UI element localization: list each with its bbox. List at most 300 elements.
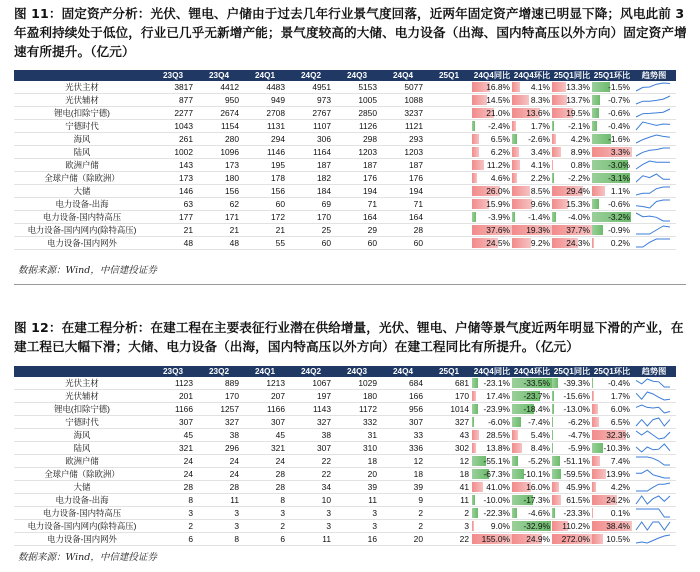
construction-in-progress-table xyxy=(14,366,676,546)
value-cell: 3 xyxy=(288,507,334,520)
value-cell: 2 xyxy=(426,507,472,520)
change-pct-cell xyxy=(552,442,592,455)
change-pct-cell xyxy=(472,198,512,211)
trend-sparkline xyxy=(634,430,672,440)
value-cell: 296 xyxy=(196,442,242,455)
value-cell: 6 xyxy=(242,533,288,546)
change-pct-text: 1.7% xyxy=(610,391,630,401)
table-row xyxy=(14,172,676,185)
value-cell: 28 xyxy=(242,468,288,481)
change-pct-cell xyxy=(512,198,552,211)
change-pct-cell xyxy=(552,455,592,468)
positive-data-bar xyxy=(592,391,594,401)
change-pct-text: 13.3% xyxy=(566,82,590,92)
header-cell: 24Q1 xyxy=(242,366,288,377)
header-cell: 24Q1 xyxy=(242,70,288,81)
header-cell: 趋势图 xyxy=(632,366,676,377)
value-cell: 24 xyxy=(150,455,196,468)
value-cell: 33 xyxy=(380,429,426,442)
change-pct-text: -15.6% xyxy=(563,391,590,401)
value-cell: 3 xyxy=(426,520,472,533)
change-pct-text: 272.0% xyxy=(561,534,590,544)
change-pct-text: 4.2% xyxy=(570,134,590,144)
positive-data-bar xyxy=(592,186,605,196)
change-pct-text: -1.5% xyxy=(608,82,630,92)
table-row xyxy=(14,481,676,494)
header-cell: 24Q3 xyxy=(334,366,380,377)
value-cell: 28 xyxy=(196,481,242,494)
trend-sparkline-cell xyxy=(632,533,676,546)
value-cell: 6 xyxy=(150,533,196,546)
change-pct-text: 37.6% xyxy=(486,225,510,235)
value-cell: 1096 xyxy=(196,146,242,159)
row-label: 电力设备-国内特高压 xyxy=(14,211,150,224)
value-cell: 3 xyxy=(334,507,380,520)
change-pct-cell xyxy=(592,442,632,455)
row-label: 光伏主材 xyxy=(14,377,150,390)
value-cell xyxy=(426,81,472,94)
change-pct-cell xyxy=(512,107,552,120)
value-cell: 1166 xyxy=(150,403,196,416)
change-pct-cell xyxy=(592,429,632,442)
table-row xyxy=(14,211,676,224)
value-cell xyxy=(426,120,472,133)
change-pct-text: 8.9% xyxy=(570,147,590,157)
negative-data-bar xyxy=(472,212,476,222)
change-pct-text: 19.5% xyxy=(566,108,590,118)
value-cell: 1067 xyxy=(288,377,334,390)
value-cell: 156 xyxy=(196,185,242,198)
change-pct-text: 2.2% xyxy=(530,173,550,183)
change-pct-cell xyxy=(592,377,632,390)
trend-sparkline-cell xyxy=(632,81,676,94)
change-pct-cell xyxy=(552,211,592,224)
change-pct-text: 28.5% xyxy=(486,430,510,440)
trend-sparkline-cell xyxy=(632,468,676,481)
change-pct-cell xyxy=(472,133,512,146)
value-cell: 146 xyxy=(150,185,196,198)
table-row xyxy=(14,416,676,429)
header-cell: 25Q1环比 xyxy=(593,367,631,376)
change-pct-cell xyxy=(592,211,632,224)
value-cell: 11 xyxy=(334,494,380,507)
header-cell: 25Q1同比 xyxy=(553,71,591,80)
change-pct-text: -6.0% xyxy=(488,417,510,427)
trend-line xyxy=(636,431,670,439)
change-pct-cell xyxy=(512,416,552,429)
change-pct-cell xyxy=(592,533,632,546)
trend-line xyxy=(636,226,670,234)
change-pct-cell xyxy=(472,185,512,198)
trend-line xyxy=(636,96,670,104)
value-cell xyxy=(426,185,472,198)
change-pct-text: -2.6% xyxy=(528,134,550,144)
change-pct-cell xyxy=(512,81,552,94)
change-pct-cell xyxy=(552,481,592,494)
change-pct-cell xyxy=(512,172,552,185)
change-pct-cell xyxy=(512,377,552,390)
row-label: 全球户储（除欧洲） xyxy=(14,468,150,481)
trend-sparkline xyxy=(634,404,672,414)
change-pct-cell xyxy=(512,520,552,533)
value-cell: 2 xyxy=(242,520,288,533)
change-pct-cell xyxy=(552,520,592,533)
change-pct-cell xyxy=(552,107,592,120)
header-cell: 23Q3 xyxy=(150,70,196,81)
change-pct-cell xyxy=(512,429,552,442)
negative-data-bar xyxy=(552,378,558,388)
change-pct-text: -4.7% xyxy=(568,430,590,440)
change-pct-text: 8.3% xyxy=(530,95,550,105)
change-pct-cell xyxy=(472,429,512,442)
trend-sparkline xyxy=(634,508,672,518)
change-pct-text: 29.4% xyxy=(566,186,590,196)
change-pct-cell xyxy=(552,390,592,403)
value-cell xyxy=(426,211,472,224)
trend-sparkline xyxy=(634,134,672,144)
change-pct-text: 17.4% xyxy=(486,391,510,401)
trend-sparkline-cell xyxy=(632,237,676,250)
change-pct-cell xyxy=(592,81,632,94)
table-row xyxy=(14,81,676,94)
negative-data-bar xyxy=(552,404,554,414)
change-pct-cell xyxy=(512,403,552,416)
trend-line xyxy=(636,379,670,387)
header-cell: 24Q4环比 xyxy=(513,71,551,80)
value-cell: 187 xyxy=(288,159,334,172)
value-cell: 2277 xyxy=(150,107,196,120)
negative-data-bar xyxy=(552,469,561,479)
change-pct-text: -3.9% xyxy=(488,212,510,222)
value-cell: 24 xyxy=(150,468,196,481)
table-row xyxy=(14,494,676,507)
value-cell: 164 xyxy=(334,211,380,224)
change-pct-cell xyxy=(592,507,632,520)
positive-data-bar xyxy=(472,521,474,531)
change-pct-text: -0.9% xyxy=(608,225,630,235)
change-pct-cell xyxy=(552,507,592,520)
change-pct-cell xyxy=(472,390,512,403)
trend-line xyxy=(636,213,670,221)
source-note: 数据来源：Wind，中信建投证券 xyxy=(18,265,157,276)
change-pct-text: 9.6% xyxy=(530,199,550,209)
change-pct-cell xyxy=(512,455,552,468)
value-cell: 180 xyxy=(334,390,380,403)
change-pct-text: -22.3% xyxy=(483,508,510,518)
change-pct-text: 6.2% xyxy=(490,147,510,157)
value-cell: 28 xyxy=(242,481,288,494)
change-pct-text: 9.2% xyxy=(530,238,550,248)
row-label: 电力设备-国内网内(除特高压) xyxy=(14,520,150,533)
value-cell: 21 xyxy=(196,224,242,237)
change-pct-cell xyxy=(472,159,512,172)
change-pct-text: 9.0% xyxy=(490,521,510,531)
value-cell: 1123 xyxy=(150,377,196,390)
change-pct-text: 24.9% xyxy=(526,534,550,544)
value-cell: 3237 xyxy=(380,107,426,120)
negative-data-bar xyxy=(472,404,478,414)
table-row xyxy=(14,455,676,468)
trend-line xyxy=(636,405,670,413)
header-cell: 25Q1 xyxy=(426,70,472,81)
change-pct-text: 1.7% xyxy=(530,121,550,131)
value-cell: 307 xyxy=(150,416,196,429)
positive-data-bar xyxy=(552,82,566,92)
change-pct-cell xyxy=(472,107,512,120)
positive-data-bar xyxy=(552,134,556,144)
change-pct-text: 24.5% xyxy=(486,238,510,248)
change-pct-cell xyxy=(592,237,632,250)
value-cell: 22 xyxy=(426,533,472,546)
value-cell: 69 xyxy=(288,198,334,211)
value-cell: 12 xyxy=(380,455,426,468)
change-pct-cell xyxy=(512,507,552,520)
row-label: 欧洲户储 xyxy=(14,455,150,468)
change-pct-text: 6.5% xyxy=(610,417,630,427)
change-pct-cell xyxy=(552,403,592,416)
row-label: 电力设备-国内网内(除特高压) xyxy=(14,224,150,237)
value-cell: 177 xyxy=(150,211,196,224)
change-pct-text: 110.2% xyxy=(562,521,590,531)
value-cell: 1121 xyxy=(380,120,426,133)
trend-sparkline-cell xyxy=(632,198,676,211)
table-row xyxy=(14,94,676,107)
value-cell: 3 xyxy=(150,507,196,520)
table-row xyxy=(14,237,676,250)
negative-data-bar xyxy=(552,212,556,222)
value-cell: 11 xyxy=(426,494,472,507)
negative-data-bar xyxy=(592,443,603,453)
value-cell: 332 xyxy=(334,416,380,429)
trend-sparkline xyxy=(634,469,672,479)
value-cell: 973 xyxy=(288,94,334,107)
positive-data-bar xyxy=(512,121,516,131)
change-pct-text: 4.6% xyxy=(490,173,510,183)
value-cell: 187 xyxy=(380,159,426,172)
value-cell: 60 xyxy=(334,237,380,250)
value-cell: 22 xyxy=(288,455,334,468)
trend-sparkline-cell xyxy=(632,133,676,146)
row-label: 宁德时代 xyxy=(14,416,150,429)
change-pct-cell xyxy=(592,146,632,159)
trend-sparkline-cell xyxy=(632,211,676,224)
change-pct-text: -1.4% xyxy=(528,212,550,222)
change-pct-text: -2.2% xyxy=(568,173,590,183)
change-pct-cell xyxy=(512,481,552,494)
trend-sparkline-cell xyxy=(632,224,676,237)
positive-data-bar xyxy=(592,534,603,544)
value-cell: 298 xyxy=(334,133,380,146)
change-pct-cell xyxy=(592,224,632,237)
negative-data-bar xyxy=(592,121,597,131)
change-pct-cell xyxy=(472,120,512,133)
positive-data-bar xyxy=(472,160,484,170)
table-row xyxy=(14,403,676,416)
value-cell: 207 xyxy=(242,390,288,403)
value-cell: 1029 xyxy=(334,377,380,390)
change-pct-cell xyxy=(512,390,552,403)
value-cell: 62 xyxy=(196,198,242,211)
header-cell: 23Q3 xyxy=(150,366,196,377)
value-cell: 3817 xyxy=(150,81,196,94)
change-pct-cell xyxy=(592,159,632,172)
value-cell: 9 xyxy=(380,494,426,507)
value-cell: 1014 xyxy=(426,403,472,416)
change-pct-text: -0.7% xyxy=(608,95,630,105)
negative-data-bar xyxy=(592,225,603,235)
positive-data-bar xyxy=(592,482,596,492)
value-cell: 48 xyxy=(150,237,196,250)
value-cell: 24 xyxy=(242,455,288,468)
change-pct-text: -1.6% xyxy=(608,134,630,144)
change-pct-text: 37.7% xyxy=(566,225,590,235)
value-cell: 2674 xyxy=(196,107,242,120)
change-pct-text: 0.2% xyxy=(610,238,630,248)
change-pct-text: -0.6% xyxy=(608,108,630,118)
value-cell: 182 xyxy=(288,172,334,185)
trend-line xyxy=(636,200,670,208)
trend-line xyxy=(636,83,670,91)
trend-line xyxy=(636,496,670,504)
trend-line xyxy=(636,122,670,130)
change-pct-text: -32.9% xyxy=(523,521,550,531)
change-pct-cell xyxy=(552,120,592,133)
change-pct-text: -55.1% xyxy=(483,456,510,466)
change-pct-text: -23.3% xyxy=(563,508,590,518)
change-pct-cell xyxy=(472,146,512,159)
value-cell: 48 xyxy=(196,237,242,250)
trend-line xyxy=(636,187,670,195)
value-cell: 34 xyxy=(288,481,334,494)
change-pct-text: 8.5% xyxy=(530,186,550,196)
change-pct-cell xyxy=(512,494,552,507)
change-pct-text: 24.3% xyxy=(566,238,590,248)
change-pct-text: 155.0% xyxy=(481,534,510,544)
change-pct-cell xyxy=(512,159,552,172)
value-cell: 1126 xyxy=(334,120,380,133)
negative-data-bar xyxy=(552,443,553,453)
value-cell: 1107 xyxy=(288,120,334,133)
change-pct-cell xyxy=(552,237,592,250)
trend-line xyxy=(636,457,670,465)
value-cell: 187 xyxy=(334,159,380,172)
value-cell: 180 xyxy=(196,172,242,185)
change-pct-text: -67.3% xyxy=(483,469,510,479)
trend-sparkline xyxy=(634,212,672,222)
value-cell: 3 xyxy=(196,507,242,520)
change-pct-text: 0.8% xyxy=(570,160,590,170)
value-cell: 172 xyxy=(242,211,288,224)
value-cell: 21 xyxy=(150,224,196,237)
row-label: 锂电(扣除宁德) xyxy=(14,403,150,416)
trend-sparkline xyxy=(634,225,672,235)
value-cell: 38 xyxy=(196,429,242,442)
change-pct-text: -33.5% xyxy=(523,378,550,388)
change-pct-cell xyxy=(552,198,592,211)
positive-data-bar xyxy=(552,482,559,492)
positive-data-bar xyxy=(552,95,567,105)
value-cell: 195 xyxy=(242,159,288,172)
change-pct-text: -3.0% xyxy=(608,160,630,170)
change-pct-text: -0.4% xyxy=(608,378,630,388)
value-cell: 8 xyxy=(242,494,288,507)
value-cell: 18 xyxy=(380,468,426,481)
negative-data-bar xyxy=(512,417,521,427)
change-pct-cell xyxy=(512,533,552,546)
value-cell: 170 xyxy=(426,390,472,403)
value-cell: 293 xyxy=(380,133,426,146)
value-cell: 29 xyxy=(334,224,380,237)
value-cell: 321 xyxy=(150,442,196,455)
value-cell: 1131 xyxy=(242,120,288,133)
value-cell: 4483 xyxy=(242,81,288,94)
row-label: 锂电(扣除宁德) xyxy=(14,107,150,120)
value-cell: 1005 xyxy=(334,94,380,107)
value-cell xyxy=(426,172,472,185)
change-pct-cell xyxy=(472,416,512,429)
positive-data-bar xyxy=(472,173,477,183)
trend-sparkline-cell xyxy=(632,94,676,107)
value-cell: 71 xyxy=(380,198,426,211)
change-pct-text: 14.5% xyxy=(486,95,510,105)
value-cell: 4951 xyxy=(288,81,334,94)
change-pct-text: 0.1% xyxy=(610,508,630,518)
negative-data-bar xyxy=(552,417,553,427)
change-pct-text: -5.2% xyxy=(528,456,550,466)
change-pct-cell xyxy=(472,442,512,455)
trend-sparkline xyxy=(634,391,672,401)
value-cell: 43 xyxy=(426,429,472,442)
figure-11-title: 图 11：固定资产分析：光伏、锂电、户储由于过去几年行业景气度回落，近两年固定资产增速已明显下降；风电此前 3 年盈利持续处于低位，行业已几乎无新增产能；景气度较高的大储、电力设备（出海、国内特高压以外方向）固定资产增速有所提升。（亿元） xyxy=(14,6,687,59)
value-cell: 1203 xyxy=(380,146,426,159)
value-cell: 164 xyxy=(380,211,426,224)
trend-line xyxy=(636,470,670,478)
value-cell: 2767 xyxy=(288,107,334,120)
change-pct-text: 45.9% xyxy=(566,482,590,492)
value-cell: 12 xyxy=(426,455,472,468)
value-cell: 327 xyxy=(426,416,472,429)
value-cell: 60 xyxy=(288,237,334,250)
trend-sparkline xyxy=(634,417,672,427)
value-cell: 1088 xyxy=(380,94,426,107)
value-cell: 176 xyxy=(334,172,380,185)
trend-sparkline-cell xyxy=(632,520,676,533)
value-cell: 306 xyxy=(288,133,334,146)
table-header-row xyxy=(14,70,676,81)
value-cell: 1203 xyxy=(334,146,380,159)
value-cell: 22 xyxy=(288,468,334,481)
change-pct-text: 61.5% xyxy=(566,495,590,505)
change-pct-cell xyxy=(472,533,512,546)
fixed-asset-table xyxy=(14,70,676,250)
header-cell: 24Q4同比 xyxy=(473,71,511,80)
value-cell: 63 xyxy=(150,198,196,211)
change-pct-cell xyxy=(552,94,592,107)
change-pct-cell xyxy=(592,198,632,211)
change-pct-text: 15.3% xyxy=(566,199,590,209)
positive-data-bar xyxy=(472,147,479,157)
row-label: 海风 xyxy=(14,429,150,442)
header-cell: 趋势图 xyxy=(632,70,676,81)
negative-data-bar xyxy=(552,456,560,466)
change-pct-text: 32.3% xyxy=(606,430,630,440)
change-pct-text: 3.3% xyxy=(610,147,630,157)
change-pct-cell xyxy=(592,133,632,146)
header-cell: 24Q2 xyxy=(288,366,334,377)
trend-line xyxy=(636,174,670,182)
negative-data-bar xyxy=(472,121,475,131)
trend-sparkline xyxy=(634,378,672,388)
